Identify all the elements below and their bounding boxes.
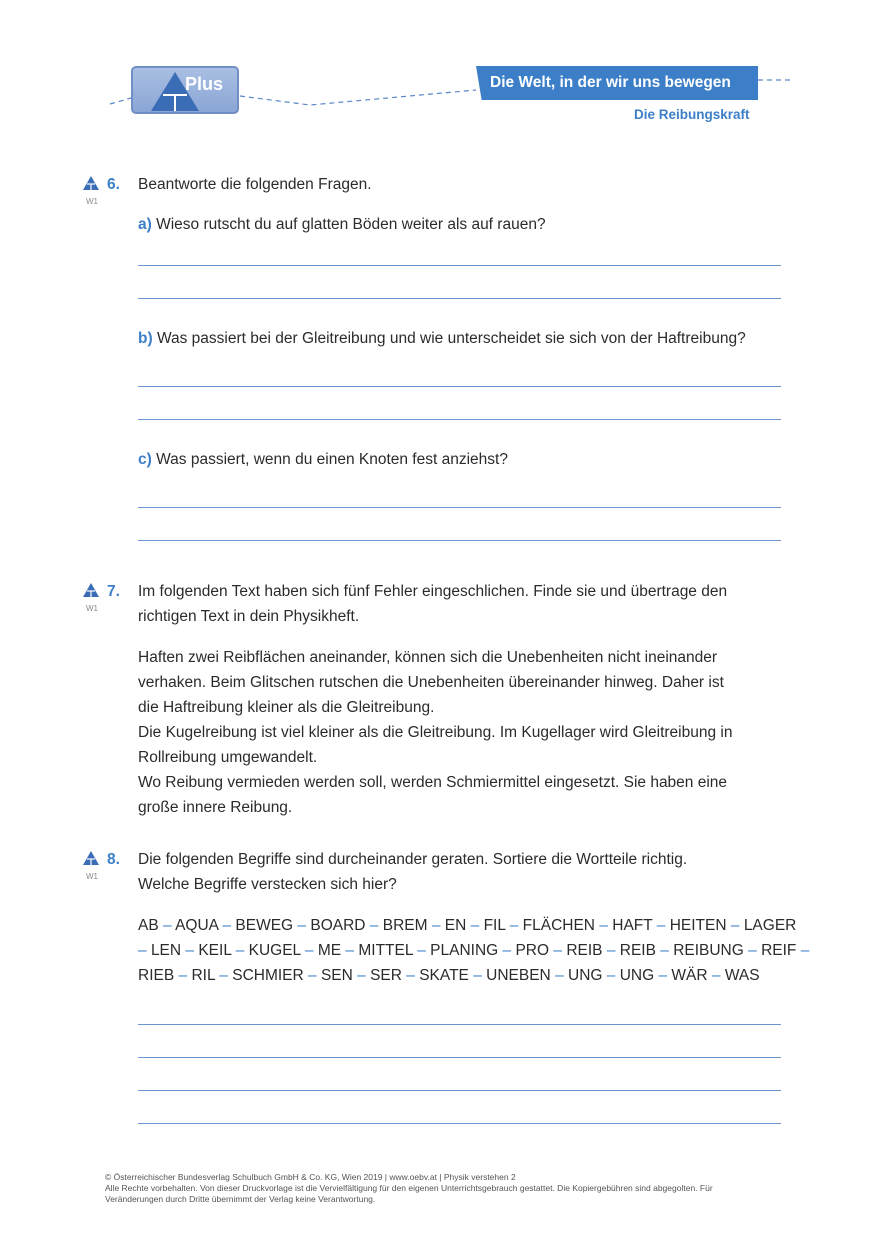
word-part: KUGEL <box>248 942 301 959</box>
separator-dash: – <box>658 967 668 984</box>
question-label: a) <box>138 216 152 233</box>
section-title: Die Reibungskraft <box>634 107 750 122</box>
error-text-line: die Haftreibung kleiner als die Gleitreibung. <box>138 699 435 716</box>
word-part: LEN <box>150 942 182 959</box>
task-number: 7. <box>107 583 120 600</box>
difficulty-triangle-icon <box>82 850 100 866</box>
separator-dash: – <box>470 917 480 934</box>
chapter-title: Die Welt, in der wir uns bewegen <box>490 74 731 91</box>
answer-line[interactable] <box>138 1123 781 1124</box>
separator-dash: – <box>369 917 379 934</box>
separator-dash: – <box>502 942 512 959</box>
separator-dash: – <box>297 917 307 934</box>
separator-dash: – <box>730 917 740 934</box>
question-text: Was passiert bei der Gleitreibung und wie unterscheidet sie sich von der Haftreibung? <box>156 330 746 347</box>
word-part: UNEBEN <box>486 967 551 984</box>
word-part: SKATE <box>419 967 469 984</box>
word-part: BREM <box>382 917 428 934</box>
error-text-line: verhaken. Beim Glitschen rutschen die Unebenheiten übereinander hinweg. Daher ist <box>138 674 724 691</box>
word-part: HEITEN <box>669 917 727 934</box>
separator-dash: – <box>185 942 195 959</box>
level-tag: W1 <box>86 604 98 613</box>
footer-line: Alle Rechte vorbehalten. Von dieser Druckvorlage ist die Vervielfältigung für den eigenen Unterrichtsgebrauch gestattet. Die Kopiergebühren sind abgegolten. Für <box>105 1183 713 1193</box>
separator-dash: – <box>748 942 757 959</box>
word-part: AQUA <box>175 917 219 934</box>
task-prompt-line: Im folgenden Text haben sich fünf Fehler eingeschlichen. Finde sie und übertrage den <box>138 583 728 600</box>
task-number: 8. <box>107 851 120 868</box>
separator-dash: – <box>163 917 172 934</box>
footer-line: © Österreichischer Bundesverlag Schulbuch GmbH & Co. KG, Wien 2019 | www.oebv.at | Physik verstehen 2 <box>105 1172 516 1182</box>
separator-dash: – <box>656 917 666 934</box>
separator-dash: – <box>509 917 519 934</box>
word-part: BEWEG <box>235 917 294 934</box>
question-c <box>138 447 508 472</box>
task-prompt-line: Die folgenden Begriffe sind durcheinander geraten. Sortiere die Wortteile richtig. <box>138 851 688 868</box>
word-part: WAS <box>724 967 760 984</box>
word-part: HAFT <box>612 917 653 934</box>
word-part: SCHMIER <box>232 967 304 984</box>
question-label: c) <box>138 451 152 468</box>
answer-line[interactable] <box>138 540 781 541</box>
answer-line[interactable] <box>138 265 781 266</box>
word-parts-line <box>138 938 809 963</box>
separator-dash: – <box>178 967 188 984</box>
separator-dash: – <box>304 942 314 959</box>
separator-dash: – <box>606 967 616 984</box>
word-part: WÄR <box>671 967 708 984</box>
word-part: EN <box>444 917 467 934</box>
separator-dash: – <box>660 942 669 959</box>
separator-dash: – <box>357 967 366 984</box>
word-part: AB <box>138 917 159 934</box>
question-label: b) <box>138 330 153 347</box>
word-part: RIL <box>191 967 215 984</box>
plus-label: Plus <box>185 74 224 94</box>
footer-line: Veränderungen durch Dritte übernimmt der Verlag keine Verantwortung. <box>105 1194 376 1204</box>
word-parts-line <box>138 963 760 988</box>
separator-dash: – <box>345 942 355 959</box>
task-prompt: Beantworte die folgenden Fragen. <box>138 176 372 193</box>
word-part: MITTEL <box>358 942 413 959</box>
error-text-line: Rollreibung umgewandelt. <box>138 749 318 766</box>
separator-dash: – <box>800 942 810 959</box>
word-part: SEN <box>320 967 353 984</box>
separator-dash: – <box>417 942 426 959</box>
word-part: ME <box>317 942 342 959</box>
level-tag: W1 <box>86 197 98 206</box>
word-part: RIEB <box>138 967 175 984</box>
error-text-line: große innere Reibung. <box>138 799 293 816</box>
answer-line[interactable] <box>138 1057 781 1058</box>
separator-dash: – <box>235 942 245 959</box>
answer-line[interactable] <box>138 1090 781 1091</box>
separator-dash: – <box>606 942 616 959</box>
separator-dash: – <box>219 967 228 984</box>
separator-dash: – <box>406 967 415 984</box>
word-part: FIL <box>483 917 506 934</box>
word-parts-line <box>138 913 796 938</box>
separator-dash: – <box>555 967 564 984</box>
separator-dash: – <box>473 967 482 984</box>
answer-line[interactable] <box>138 1024 781 1025</box>
word-part: KEIL <box>198 942 232 959</box>
task-prompt-line: Welche Begriffe verstecken sich hier? <box>138 876 397 893</box>
word-part: REIB <box>566 942 603 959</box>
question-text: Was passiert, wenn du einen Knoten fest anziehst? <box>156 451 508 468</box>
error-text-line: Die Kugelreibung ist viel kleiner als die Gleitreibung. Im Kugellager wird Gleitreibung in <box>138 724 733 741</box>
word-part: REIB <box>619 942 656 959</box>
word-part: PRO <box>515 942 550 959</box>
error-text-line: Haften zwei Reibflächen aneinander, können sich die Unebenheiten nicht ineinander <box>138 649 718 666</box>
separator-dash: – <box>599 917 608 934</box>
word-part: SER <box>370 967 402 984</box>
task-number: 6. <box>107 176 120 193</box>
answer-line[interactable] <box>138 507 781 508</box>
word-part: PLANING <box>430 942 499 959</box>
word-part: UNG <box>568 967 603 984</box>
separator-dash: – <box>308 967 317 984</box>
word-part: LAGER <box>743 917 797 934</box>
separator-dash: – <box>553 942 562 959</box>
separator-dash: – <box>222 917 232 934</box>
word-part: UNG <box>619 967 655 984</box>
level-tag: W1 <box>86 872 98 881</box>
word-part: BOARD <box>310 917 366 934</box>
word-part: REIBUNG <box>673 942 744 959</box>
word-part: REIF <box>761 942 797 959</box>
separator-dash: – <box>711 967 721 984</box>
question-b <box>138 326 746 351</box>
answer-line[interactable] <box>138 386 781 387</box>
separator-dash: – <box>138 942 147 959</box>
task-prompt-line: richtigen Text in dein Physikheft. <box>138 608 360 625</box>
question-text: Wieso rutscht du auf glatten Böden weiter als auf rauen? <box>156 216 546 233</box>
answer-line[interactable] <box>138 419 781 420</box>
difficulty-triangle-icon <box>82 582 100 598</box>
copyright-footer <box>105 1172 785 1205</box>
difficulty-triangle-icon <box>82 175 100 191</box>
separator-dash: – <box>431 917 441 934</box>
question-a <box>138 212 546 237</box>
error-text-line: Wo Reibung vermieden werden soll, werden Schmiermittel eingesetzt. Sie haben eine <box>138 774 728 791</box>
answer-line[interactable] <box>138 298 781 299</box>
word-part: FLÄCHEN <box>522 917 596 934</box>
